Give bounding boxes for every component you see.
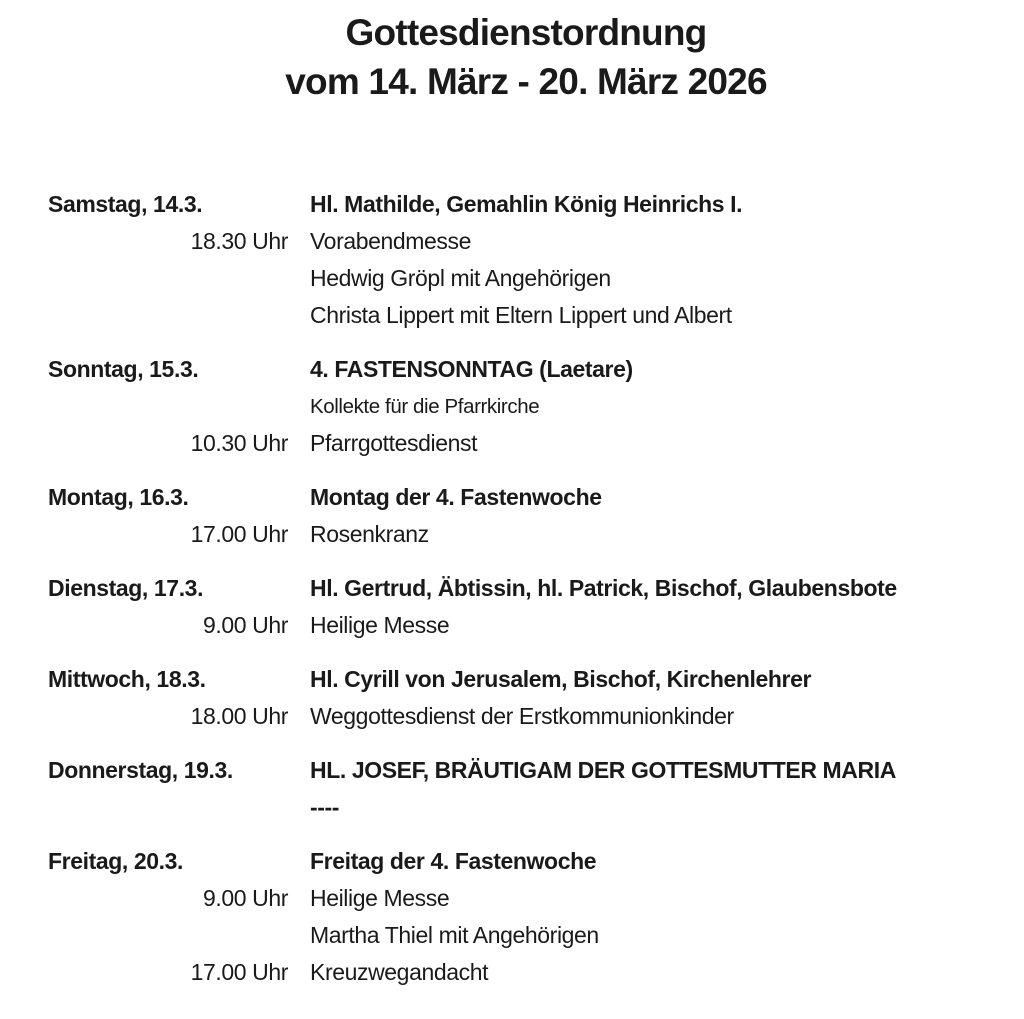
service-text: Vorabendmesse [310, 228, 472, 254]
service-text: Rosenkranz [310, 521, 429, 547]
service-row [48, 954, 1004, 991]
service-row [48, 880, 1004, 917]
service-row [48, 516, 1004, 553]
title-line-1: Gottesdienstordnung [345, 12, 707, 53]
service-row [48, 917, 1004, 954]
schedule-entry-donnerstag [48, 752, 1004, 826]
service-time: 17.00 Uhr [190, 959, 288, 985]
schedule-entry-freitag [48, 843, 1004, 991]
service-time: 10.30 Uhr [190, 430, 288, 456]
service-row [48, 607, 1004, 644]
entry-heading-row [48, 479, 1004, 516]
entry-heading: Hl. Gertrud, Äbtissin, hl. Patrick, Bischof, Glaubensbote [310, 575, 897, 601]
service-row [48, 698, 1004, 735]
entry-heading-row [48, 186, 1004, 223]
entry-heading-row [48, 570, 1004, 607]
service-row [48, 425, 1004, 462]
schedule-entry-dienstag [48, 570, 1004, 644]
entry-heading: Hl. Cyrill von Jerusalem, Bischof, Kirchenlehrer [310, 666, 812, 692]
service-time: 18.00 Uhr [190, 703, 288, 729]
entry-heading: Montag der 4. Fastenwoche [310, 484, 602, 510]
service-text: Martha Thiel mit Angehörigen [310, 922, 599, 948]
service-time: 9.00 Uhr [202, 612, 288, 638]
entry-day: Freitag, 20.3. [48, 848, 184, 874]
service-row [48, 789, 1004, 826]
entry-day: Sonntag, 15.3. [48, 356, 199, 382]
schedule-entry-montag [48, 479, 1004, 553]
entry-heading-row [48, 661, 1004, 698]
entry-heading-row [48, 351, 1004, 388]
service-text: Heilige Messe [310, 885, 450, 911]
entry-heading: HL. JOSEF, BRÄUTIGAM DER GOTTESMUTTER MARIA [310, 757, 896, 783]
service-text: Weggottesdienst der Erstkommunionkinder [310, 703, 734, 729]
service-text: Christa Lippert mit Eltern Lippert und Albert [310, 302, 732, 328]
entry-heading: Freitag der 4. Fastenwoche [310, 848, 597, 874]
service-row [48, 297, 1004, 334]
schedule-entry-sonntag [48, 351, 1004, 462]
service-time: 9.00 Uhr [202, 885, 288, 911]
entry-day: Donnerstag, 19.3. [48, 757, 233, 783]
entry-heading-row [48, 843, 1004, 880]
no-service-dashes: ---- [310, 794, 340, 820]
document-title [48, 8, 1004, 106]
entry-day: Dienstag, 17.3. [48, 575, 204, 601]
service-text: Pfarrgottesdienst [310, 430, 478, 456]
service-row [48, 260, 1004, 297]
service-text: Heilige Messe [310, 612, 450, 638]
service-time: 18.30 Uhr [190, 228, 288, 254]
service-row [48, 223, 1004, 260]
schedule-entry-samstag [48, 186, 1004, 334]
service-text: Hedwig Gröpl mit Angehörigen [310, 265, 611, 291]
entry-day: Mittwoch, 18.3. [48, 666, 206, 692]
entry-heading: Hl. Mathilde, Gemahlin König Heinrichs I. [310, 191, 743, 217]
schedule-entry-mittwoch [48, 661, 1004, 735]
service-schedule [48, 186, 1004, 991]
service-time: 17.00 Uhr [190, 521, 288, 547]
collection-note: Kollekte für die Pfarrkirche [310, 395, 540, 418]
entry-heading: 4. FASTENSONNTAG (Laetare) [310, 356, 633, 382]
entry-day: Montag, 16.3. [48, 484, 189, 510]
entry-day: Samstag, 14.3. [48, 191, 203, 217]
service-row [48, 388, 1004, 425]
service-text: Kreuzwegandacht [310, 959, 489, 985]
title-line-2: vom 14. März - 20. März 2026 [285, 61, 767, 102]
entry-heading-row [48, 752, 1004, 789]
